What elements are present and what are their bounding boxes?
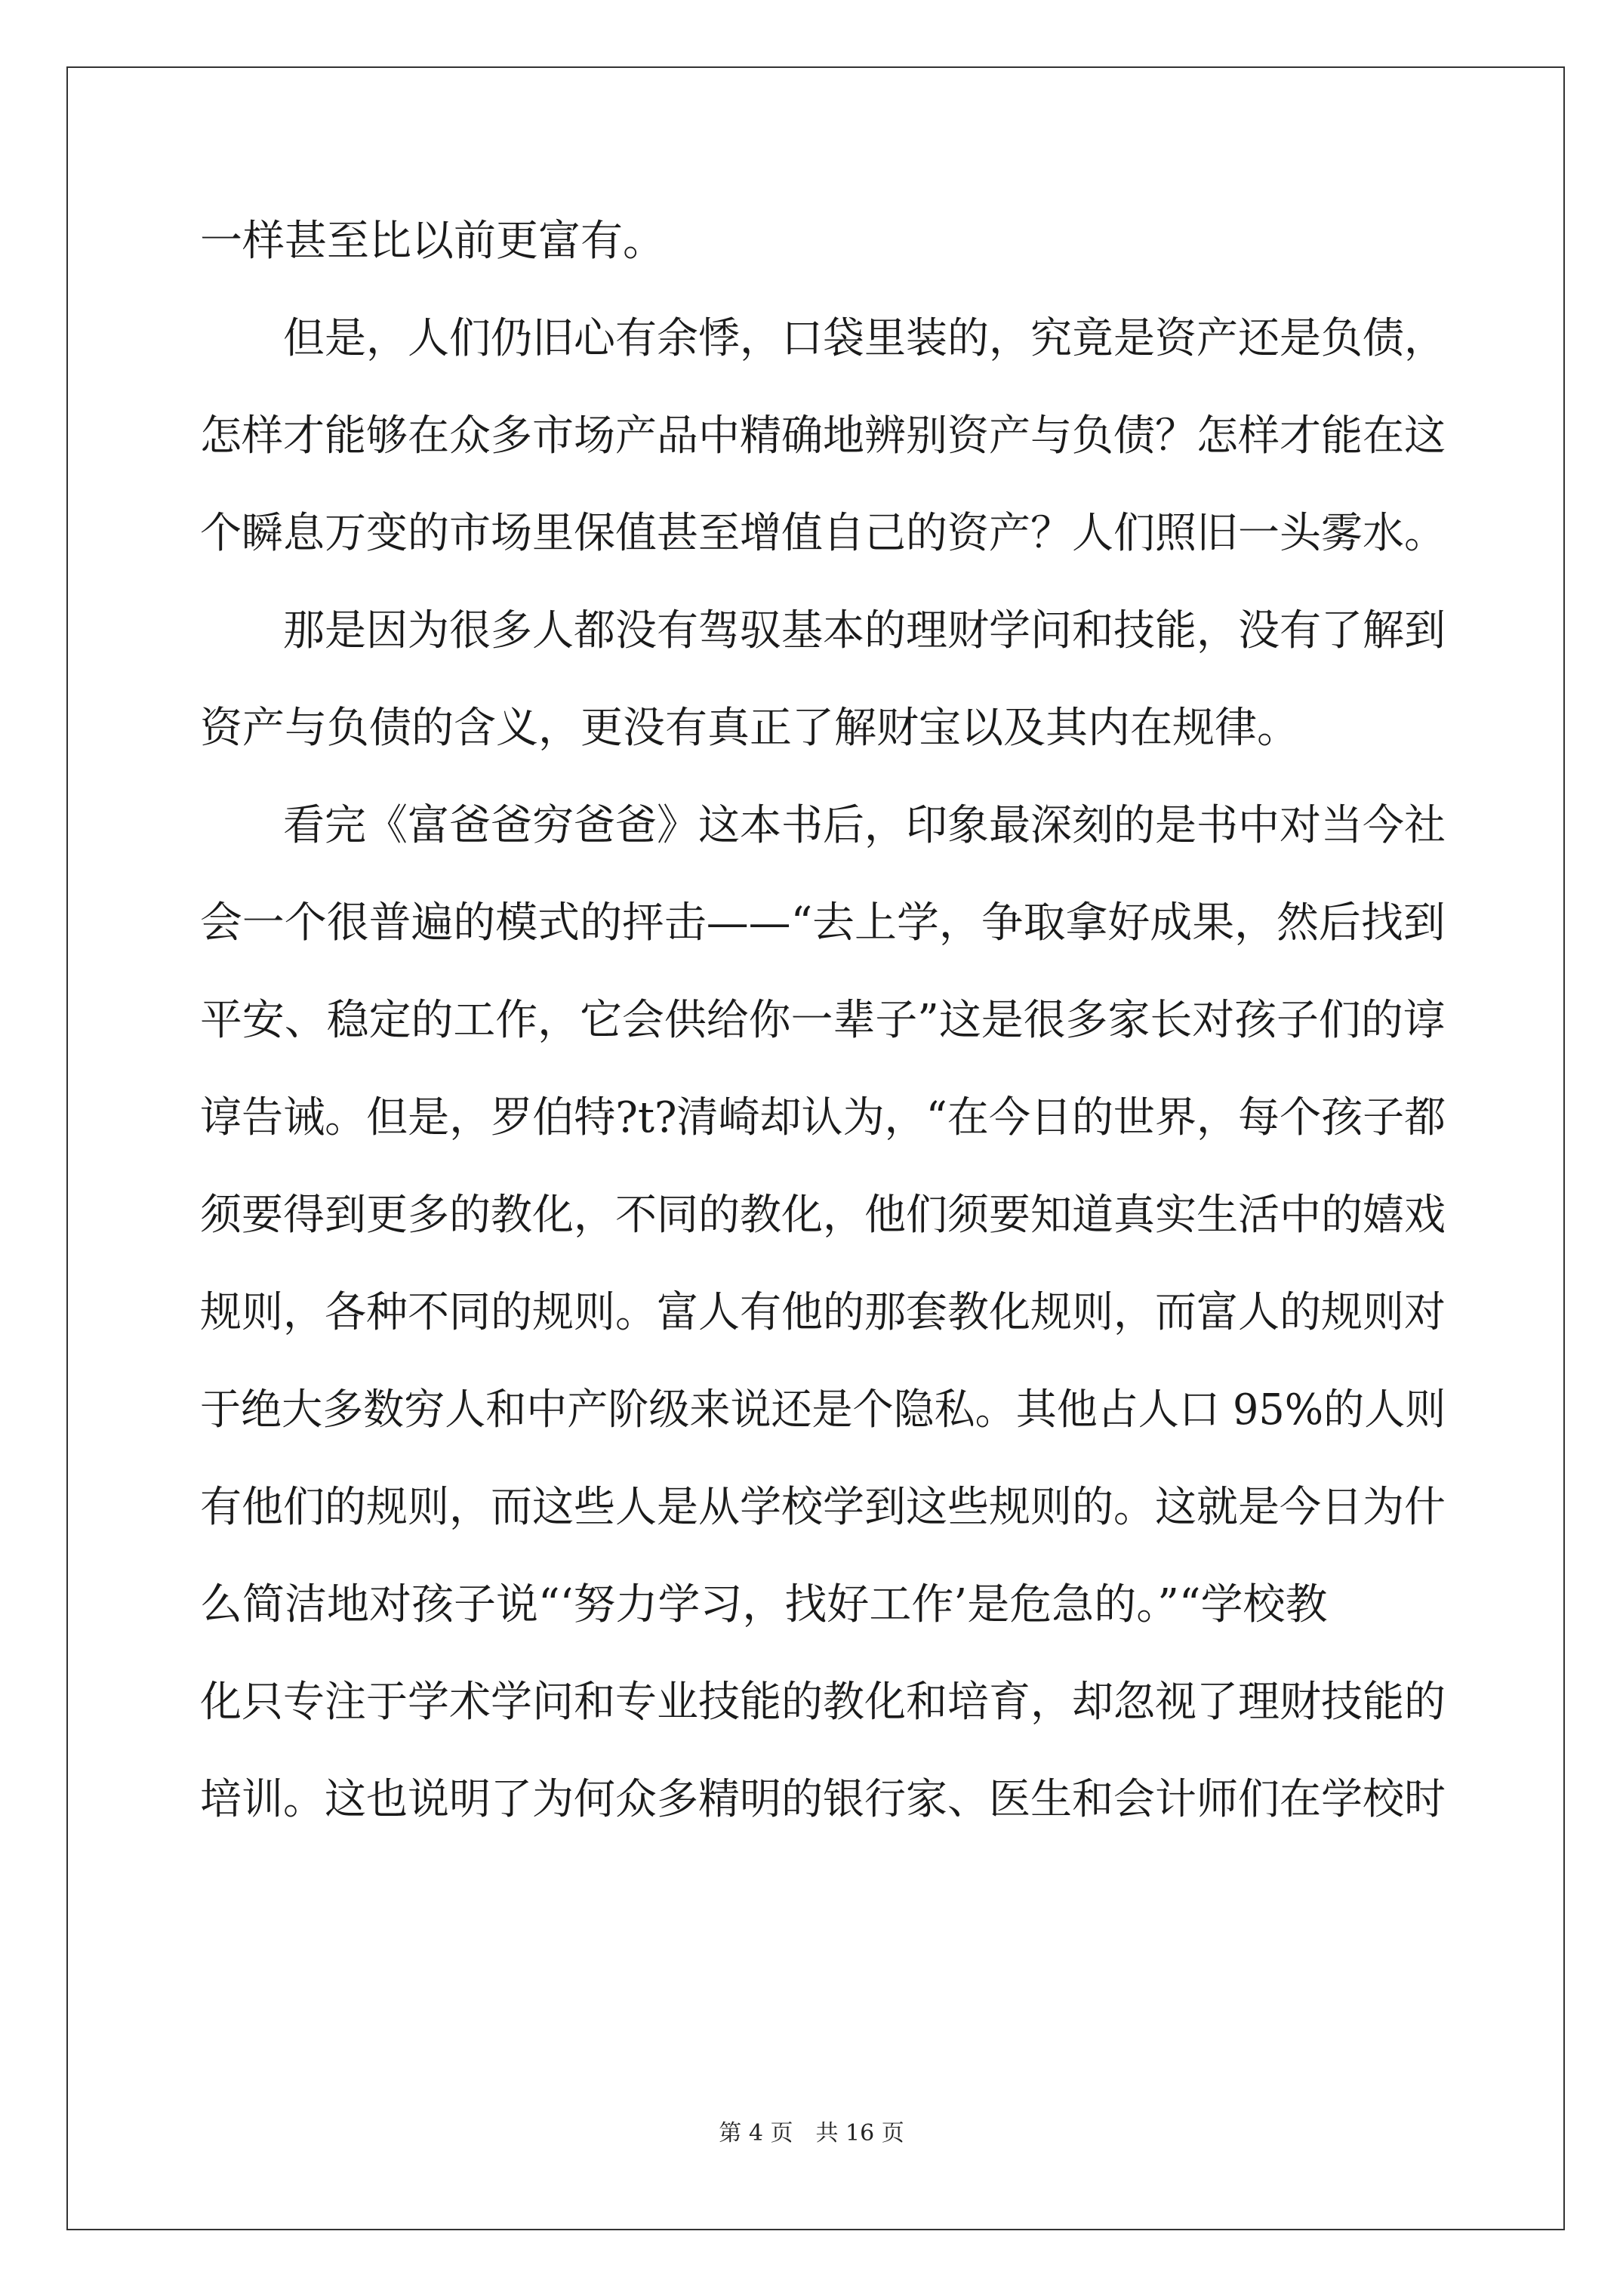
text-line: 培训。这也说明了为何众多精明的银行家、医生和会计师们在学校时 xyxy=(200,1775,1446,1824)
text-line: 资产与负债的含义，更没有真正了解财宝以及其内在规律。 xyxy=(200,704,1299,753)
page-footer: 第 4 页 共 16 页 xyxy=(719,2120,904,2147)
text-line: 于绝大多数穷人和中产阶级来说还是个隐私。其他占人口 95%的人则 xyxy=(200,1385,1446,1435)
text-line: 看完《富爸爸穷爸爸》这本书后，印象最深刻的是书中对当今社 xyxy=(200,801,1446,850)
text-line: 一样甚至比以前更富有。 xyxy=(200,217,665,266)
text-line: 须要得到更多的教化，不同的教化，他们须要知道真实生活中的嬉戏 xyxy=(200,1191,1446,1240)
body-text xyxy=(200,193,1446,1848)
text-line: 有他们的规则，而这些人是从学校学到这些规则的。这就是今日为什 xyxy=(200,1483,1446,1532)
text-line: 谆告诫。但是，罗伯特?t?清崎却认为，“在今日的世界，每个孩子都 xyxy=(200,1093,1446,1142)
text-line: 但是，人们仍旧心有余悸，口袋里装的，究竟是资产还是负债， xyxy=(200,314,1446,363)
text-line: 会一个很普遍的模式的抨击——“去上学，争取拿好成果，然后找到 xyxy=(200,898,1446,948)
text-line: 那是因为很多人都没有驾驭基本的理财学问和技能，没有了解到 xyxy=(200,606,1446,655)
text-line: 平安、稳定的工作，它会供给你一辈子”这是很多家长对孩子们的谆 xyxy=(200,996,1446,1045)
text-line: 规则，各种不同的规则。富人有他的那套教化规则，而富人的规则对 xyxy=(200,1288,1446,1337)
text-line: 化只专注于学术学问和专业技能的教化和培育，却忽视了理财技能的 xyxy=(200,1678,1446,1727)
text-line: 怎样才能够在众多市场产品中精确地辨别资产与负债？怎样才能在这 xyxy=(200,411,1446,461)
text-line: 个瞬息万变的市场里保值甚至增值自己的资产？人们照旧一头雾水。 xyxy=(200,509,1446,558)
text-line: 么简洁地对孩子说“‘努力学习，找好工作’是危急的。”“学校教 xyxy=(200,1580,1328,1629)
